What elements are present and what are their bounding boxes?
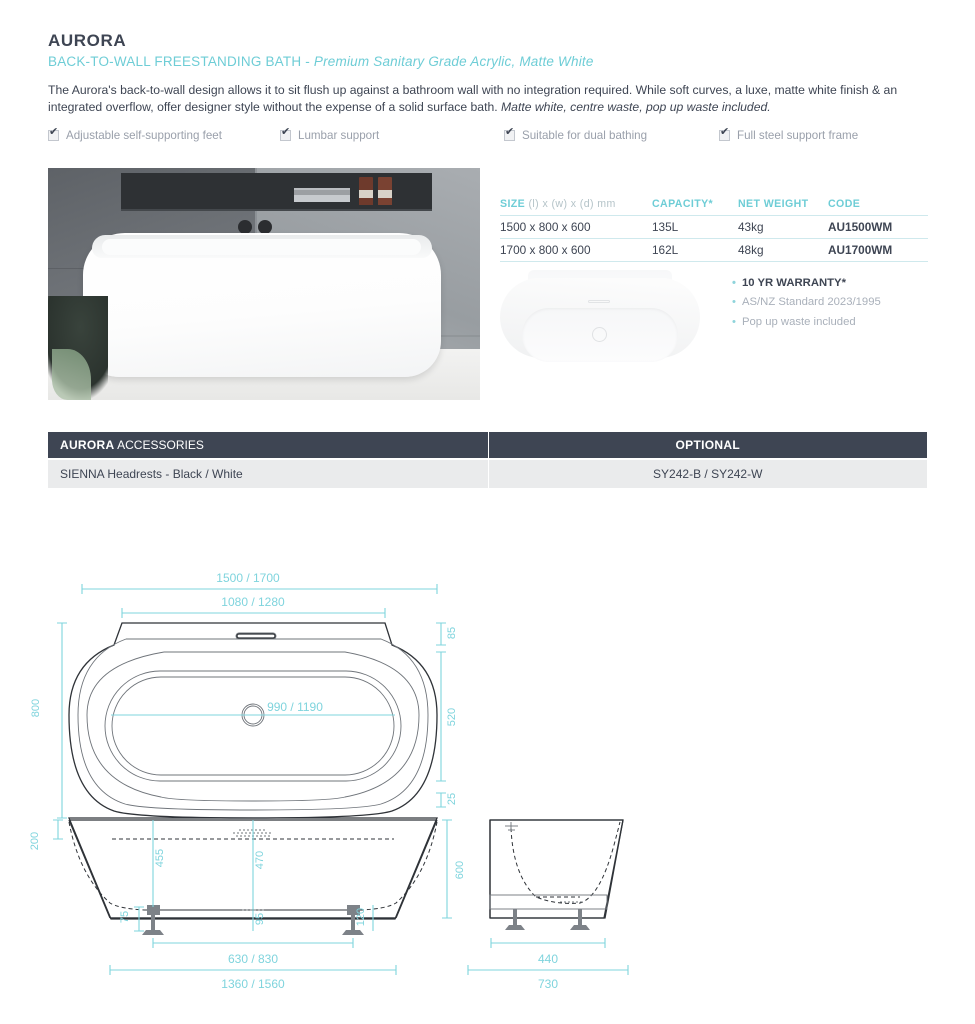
- spec-capacity: 162L: [652, 239, 738, 262]
- check-icon: [504, 130, 515, 141]
- plan-dim-inner-length: 1080 / 1280: [221, 595, 285, 609]
- feature-item-3: [719, 129, 858, 142]
- spec-header-row: [500, 198, 928, 216]
- feature-label: Lumbar support: [298, 128, 380, 142]
- spec-size: 1500 x 800 x 600: [500, 216, 652, 239]
- plan-dim-overall-length: 1500 / 1700: [216, 571, 280, 585]
- page-title: AURORA: [48, 31, 127, 50]
- check-icon: [719, 130, 730, 141]
- photo-bottle: [378, 177, 392, 205]
- accessory-code: SY242-B / SY242-W: [489, 460, 928, 488]
- description-text: The Aurora's back-to-wall design allows it to sit flush up against a bathroom wall with no integration required. While soft curves, a luxe, matte white finish & an integrated overflow, offer designer style without the expense of a solid surface bath.: [48, 82, 898, 115]
- product-description: [48, 82, 927, 117]
- front-dim-base-length: 1360 / 1560: [221, 977, 285, 991]
- specification-table: [500, 198, 928, 262]
- feature-label: Adjustable self-supporting feet: [66, 128, 222, 142]
- side-support-foot-right: [570, 909, 590, 930]
- warranty-item: • Pop up waste included: [732, 313, 881, 332]
- spec-header-size: SIZE (l) x (w) x (d) mm: [500, 198, 616, 210]
- photo-bath: [83, 233, 442, 377]
- side-elevation-drawing: [468, 820, 628, 991]
- warranty-item: • AS/NZ Standard 2023/1995: [732, 293, 881, 312]
- feature-item-0: [48, 129, 280, 142]
- check-icon: [48, 130, 59, 141]
- table-row: [500, 216, 928, 239]
- plan-view-drawing: [30, 571, 458, 818]
- side-dim-overall: 730: [537, 977, 559, 991]
- side-overflow-icon: [505, 822, 518, 831]
- spec-capacity: 135L: [652, 216, 738, 239]
- photo-niche-shelf: [121, 209, 432, 211]
- front-elevation-drawing: [29, 818, 466, 991]
- front-dim-top-depth: 200: [29, 831, 41, 851]
- product-photo: [48, 168, 480, 400]
- warranty-item: • 10 YR WARRANTY*: [732, 274, 881, 293]
- feature-list: [48, 129, 927, 142]
- photo-bottle: [359, 177, 373, 205]
- render-waste-icon: [592, 327, 607, 342]
- spec-header-net-weight: NET WEIGHT: [738, 198, 809, 210]
- feature-label: Full steel support frame: [737, 128, 859, 142]
- plan-dim-bowl-width: 520: [446, 707, 458, 727]
- spec-weight: 48kg: [738, 239, 828, 262]
- spec-weight: 43kg: [738, 216, 828, 239]
- side-dim-feet-span: 440: [537, 952, 559, 966]
- front-dim-height: 600: [454, 860, 466, 880]
- feature-item-2: [504, 129, 719, 142]
- table-row: [500, 239, 928, 262]
- product-render-top-view: [500, 262, 706, 364]
- accessories-header-title: AURORA ACCESSORIES: [48, 432, 488, 458]
- spec-header-code: CODE: [828, 198, 861, 210]
- subtitle-main: BACK-TO-WALL FREESTANDING BATH -: [48, 53, 314, 69]
- warranty-list: [732, 274, 881, 332]
- photo-bath-interior: [102, 239, 421, 255]
- table-row: [48, 460, 927, 488]
- feature-item-1: [280, 129, 504, 142]
- plan-dim-width: 800: [30, 698, 42, 718]
- spec-header-capacity: CAPACITY*: [652, 198, 714, 210]
- photo-towels: [294, 195, 350, 202]
- render-bath-body: [500, 278, 700, 358]
- accessories-header-row: [48, 432, 927, 458]
- accessories-table: [48, 432, 927, 488]
- side-support-foot-left: [505, 909, 525, 930]
- render-overflow-icon: [588, 300, 610, 303]
- front-dim-foot-right: 120: [355, 907, 367, 927]
- front-dim-left-inner: 455: [154, 848, 166, 868]
- front-dim-feet-span: 630 / 830: [227, 952, 279, 966]
- spec-code: AU1700WM: [828, 239, 928, 262]
- accessory-name: SIENNA Headrests - Black / White: [48, 460, 488, 488]
- feature-label: Suitable for dual bathing: [522, 128, 648, 142]
- front-dim-foot-left: 75: [119, 910, 131, 924]
- description-italic: Matte white, centre waste, pop up waste included.: [501, 100, 771, 115]
- plan-dim-waste-offset: 990 / 1190: [267, 700, 323, 714]
- check-icon: [280, 130, 291, 141]
- front-dim-waste-height: 95: [254, 912, 266, 926]
- product-subtitle: [48, 54, 927, 70]
- plan-dim-rim-top: 85: [446, 626, 458, 640]
- technical-drawings: [0, 545, 975, 1024]
- subtitle-italic: Premium Sanitary Grade Acrylic, Matte White: [313, 53, 594, 69]
- spec-size: 1700 x 800 x 600: [500, 239, 652, 262]
- accessories-header-optional: OPTIONAL: [489, 432, 928, 458]
- spec-code: AU1500WM: [828, 216, 928, 239]
- front-dim-centre-inner: 470: [254, 850, 266, 870]
- plan-dim-rim-bottom: 25: [446, 792, 458, 806]
